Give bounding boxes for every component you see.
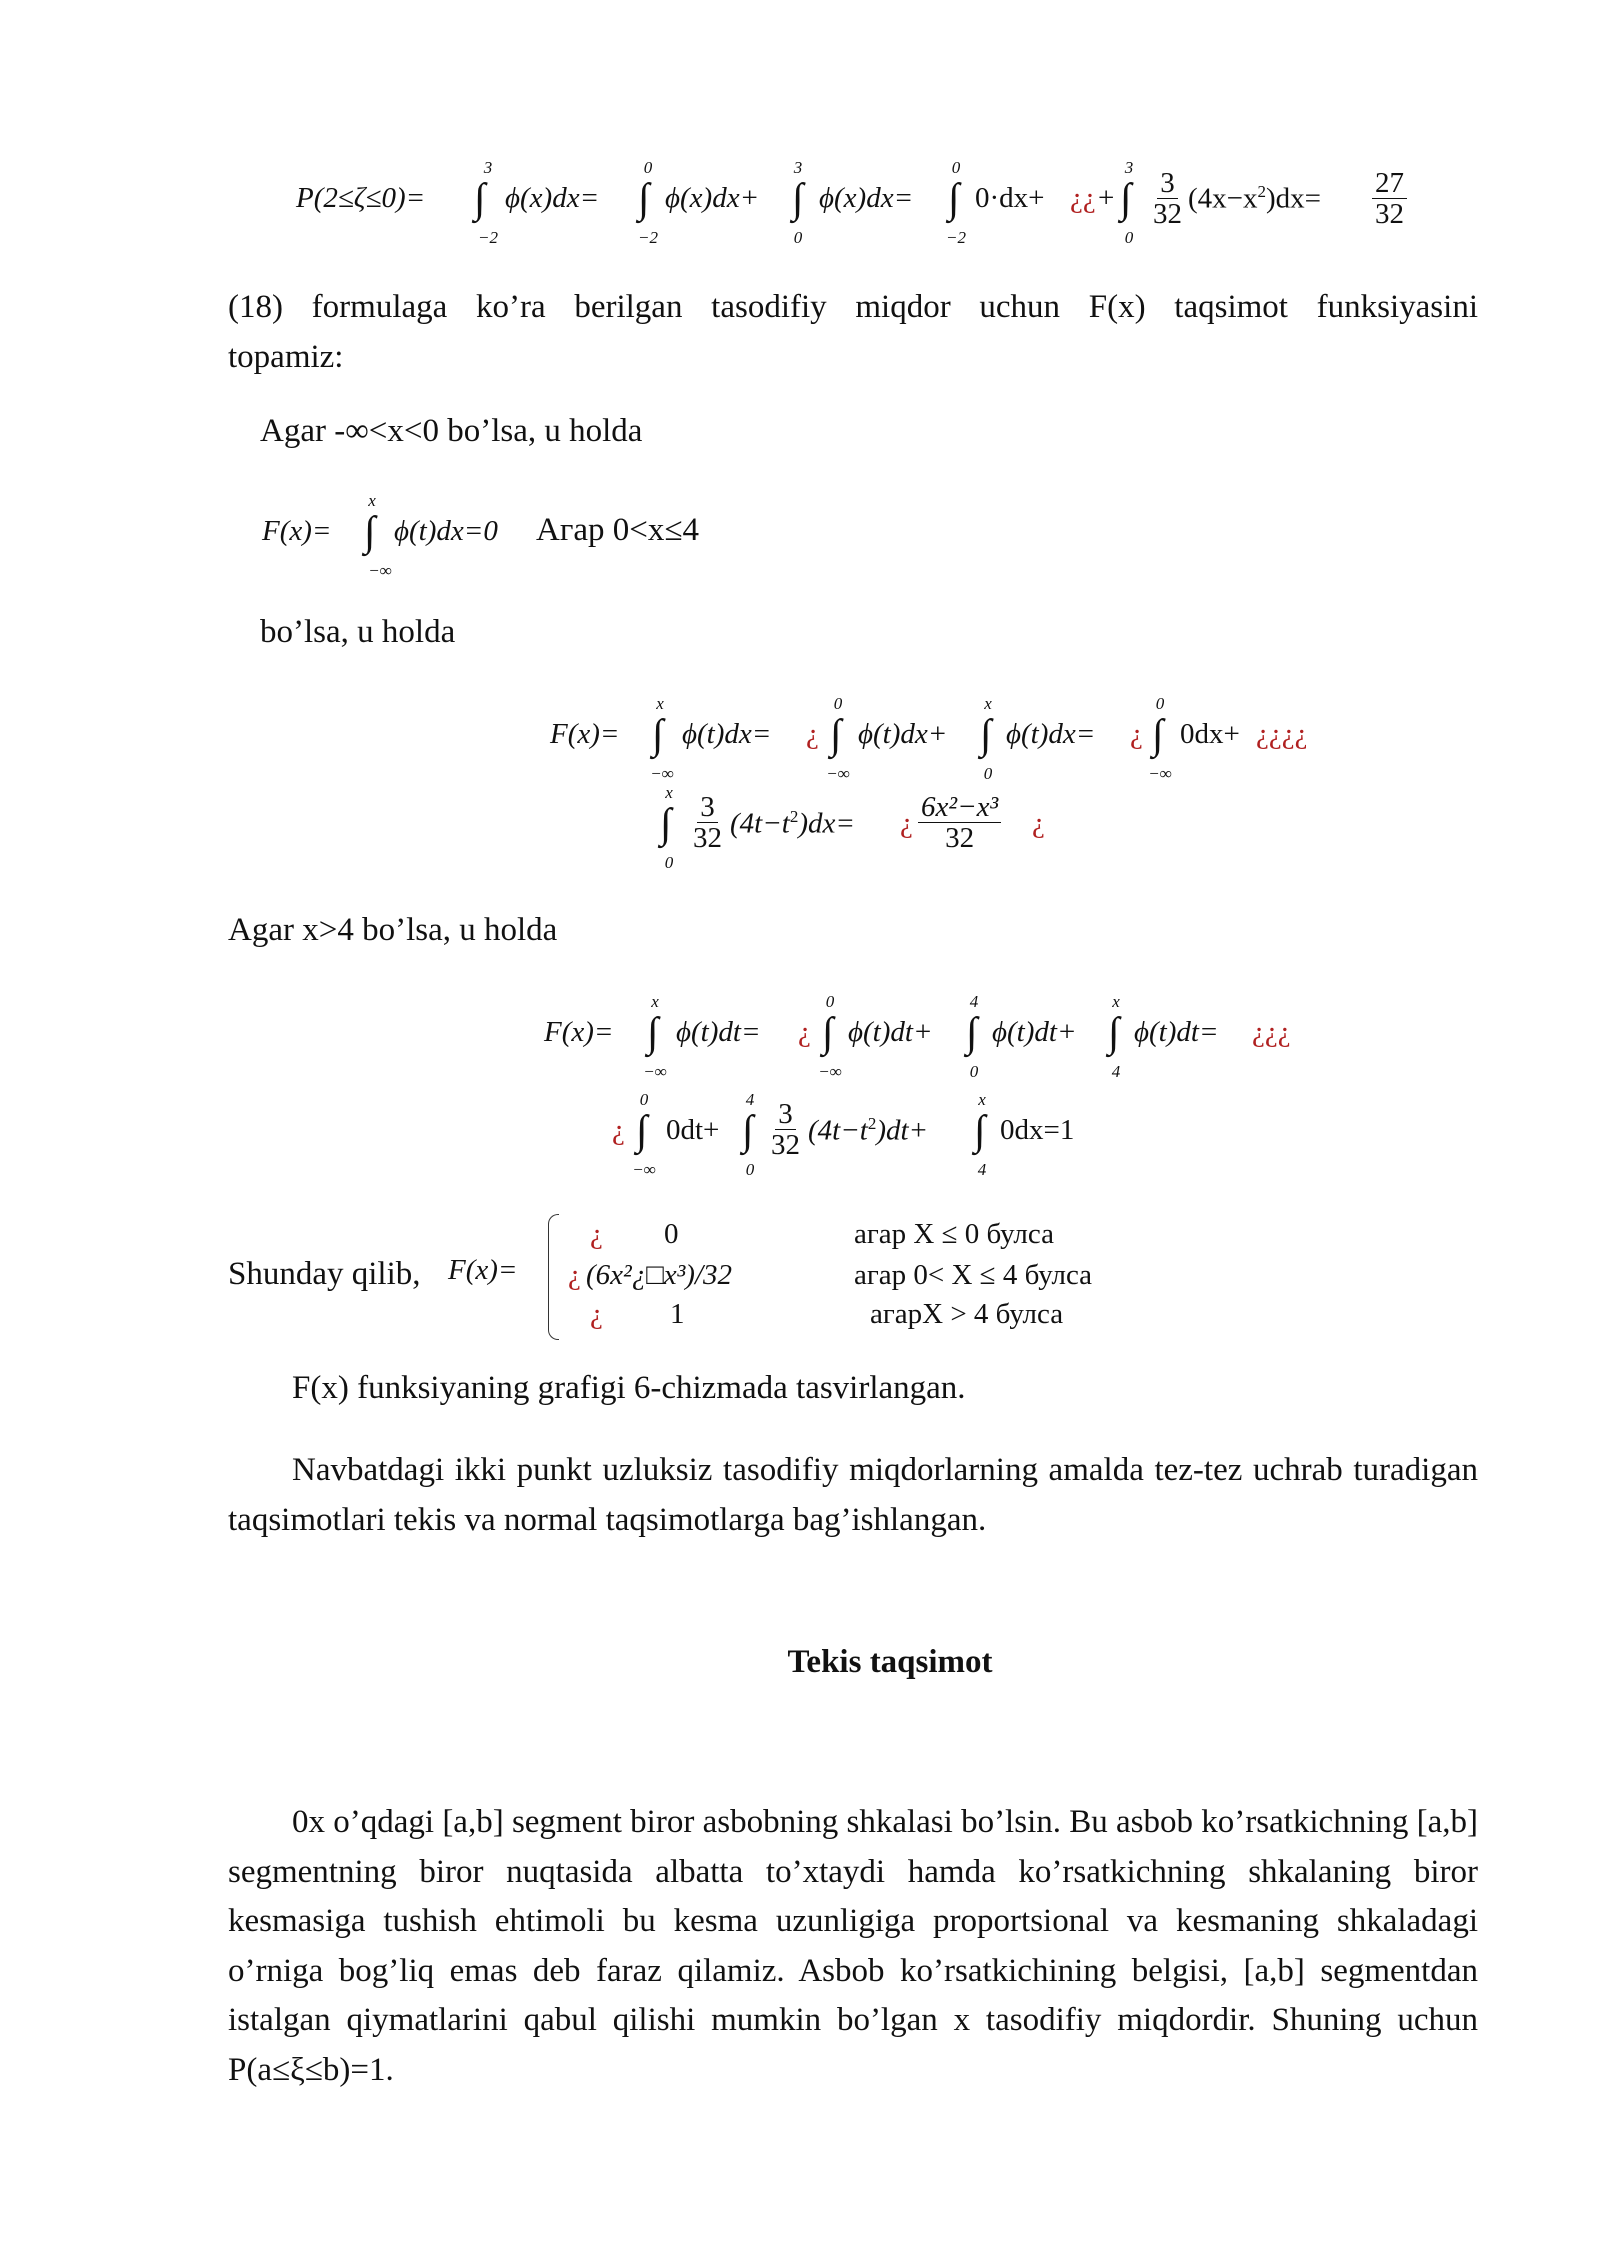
shunday-label: Shunday qilib, (228, 1256, 421, 1292)
integral-upper-limit: x (978, 1090, 986, 1109)
integral-lower-limit: 0 (745, 1160, 755, 1179)
formula1-plus: + (1098, 182, 1115, 214)
integral-upper-limit: x (665, 783, 673, 802)
integral-sign: ∫ (660, 801, 672, 847)
integral-sign: ∫ (1108, 1010, 1120, 1056)
integral-sign: ∫ (474, 176, 486, 222)
integral-sign: ∫ (647, 1010, 659, 1056)
integral-sign: ∫ (636, 1108, 648, 1154)
piecewise-expr: 1 (670, 1298, 685, 1330)
left-brace (548, 1214, 559, 1340)
integral-upper-limit: 3 (483, 158, 493, 177)
integral-upper-limit: x (651, 992, 659, 1011)
formula4-missing-glyph: ¿ (798, 1016, 811, 1048)
integral-upper-limit: 0 (951, 158, 961, 177)
integral-lower-limit: 4 (1111, 1062, 1121, 1081)
integral-upper-limit: 4 (745, 1090, 755, 1109)
integral-lower-limit: 0 (664, 853, 674, 872)
formula4-part: ϕ(t)dt+ (848, 1016, 933, 1048)
integral-upper-limit: x (1112, 992, 1120, 1011)
integral-sign: ∫ (742, 1108, 754, 1154)
formula2-body: ϕ(t)dx=0 (394, 515, 498, 547)
formula1-missing-glyph: ¿¿ (1070, 182, 1096, 214)
integral-sign: ∫ (822, 1010, 834, 1056)
formula4-missing-glyph: ¿¿¿ (1252, 1016, 1291, 1048)
formula3-missing-glyph: ¿¿¿¿ (1256, 718, 1308, 750)
formula4-part: ϕ(t)dt+ (992, 1016, 1077, 1048)
integral-sign: ∫ (638, 176, 650, 222)
fraction: $\frac{\text{6x²−x³}}{32}$ (916, 792, 1003, 855)
formula4-part: ϕ(t)dt= (1134, 1016, 1219, 1048)
integral-upper-limit: x (368, 491, 376, 510)
piecewise-condition: агар 0< X ≤ 4 булса (854, 1259, 1093, 1291)
piecewise-missing-glyph: ¿ (568, 1259, 581, 1291)
formula3-missing-glyph: ¿ (1130, 718, 1143, 750)
formula3-part: 0dx+ (1180, 718, 1240, 750)
formula3-part: ϕ(t)dx= (682, 718, 772, 750)
condition-text: Agar x>4 bo’lsa, u holda (228, 912, 558, 948)
integral-upper-limit: x (656, 694, 664, 713)
integral-lower-limit: −2 (946, 228, 966, 247)
piecewise-missing-glyph: ¿ (590, 1218, 603, 1250)
paragraph-next: Navbatdagi ikki punkt uzluksiz tasodifiy miqdorlarning amalda tez-tez uchrab turadigan taqsimotlari tekis va normal taqsimotlarga bag’ishlangan. (228, 1452, 1478, 1538)
integral-lower-limit: −2 (478, 228, 498, 247)
integral-lower-limit: −∞ (643, 1062, 667, 1081)
formula1-part: $(4x-x^2)dx=$ (1188, 182, 1322, 215)
integral-lower-limit: 0 (969, 1062, 979, 1081)
formula1-part: ϕ(x)dx= (505, 182, 600, 214)
integral-upper-limit: 0 (833, 694, 843, 713)
formula4-part: ϕ(t)dt= (676, 1016, 761, 1048)
integral-lower-limit: −∞ (368, 561, 392, 580)
integral-lower-limit: 0 (1124, 228, 1134, 247)
formula4-missing-glyph: ¿ (612, 1114, 625, 1146)
integral-sign: ∫ (1120, 176, 1132, 222)
fraction: $\frac{3}{32}$ (771, 1098, 800, 1162)
integral-upper-limit: 0 (825, 992, 835, 1011)
integral-sign: ∫ (364, 509, 376, 555)
formula3-missing-glyph: ¿ (806, 718, 819, 750)
integral-lower-limit: −∞ (1148, 764, 1172, 783)
integral-upper-limit: 0 (1155, 694, 1165, 713)
formula4-lhs: F(x)= (544, 1016, 614, 1048)
formula2-lhs: F(x)= (262, 515, 332, 547)
integral-sign: ∫ (966, 1010, 978, 1056)
integral-sign: ∫ (948, 176, 960, 222)
integral-sign: ∫ (792, 176, 804, 222)
formula3-part: $(4t-t^2)dx=$ (730, 807, 855, 840)
formula2-tail: Агар 0<x≤4 (536, 512, 699, 548)
formula3-part: ϕ(t)dx+ (858, 718, 948, 750)
formula1-part: ϕ(x)dx= (819, 182, 914, 214)
piecewise-expr: (6x²¿□x³)/32 (586, 1259, 733, 1291)
integral-lower-limit: 0 (983, 764, 993, 783)
integral-sign: ∫ (974, 1108, 986, 1154)
integral-lower-limit: 4 (977, 1160, 987, 1179)
formula3-missing-glyph: ¿ (1032, 807, 1045, 839)
integral-upper-limit: 3 (1124, 158, 1134, 177)
formula3-missing-glyph: ¿ (900, 807, 913, 839)
piecewise-expr: 0 (664, 1218, 679, 1250)
integral-lower-limit: −2 (638, 228, 658, 247)
formula4-part: $(4t-t^2)dt+$ (808, 1114, 929, 1147)
formula1-part: 0·dx+ (975, 182, 1045, 214)
graph-reference: F(x) funksiyaning grafigi 6-chizmada tasvirlangan. (292, 1370, 966, 1406)
fraction: $\frac{3}{32}$ (693, 791, 722, 855)
section-heading: Tekis taqsimot (787, 1644, 993, 1680)
integral-sign: ∫ (830, 712, 842, 758)
formula1-lhs: P(2≤ζ≤0)= (296, 182, 426, 214)
integral-upper-limit: 4 (969, 992, 979, 1011)
integral-lower-limit: −∞ (632, 1160, 656, 1179)
formula3-part: ϕ(t)dx= (1006, 718, 1096, 750)
piecewise-condition: агарX > 4 булса (870, 1298, 1064, 1330)
formula4-part: 0dt+ (666, 1114, 720, 1146)
condition-text: bo’lsa, u holda (260, 614, 456, 650)
integral-upper-limit: 3 (793, 158, 803, 177)
formula1-part: ϕ(x)dx+ (665, 182, 760, 214)
formula3-lhs: F(x)= (550, 718, 620, 750)
integral-sign: ∫ (980, 712, 992, 758)
piecewise-condition: агар X ≤ 0 булса (854, 1218, 1054, 1250)
integral-lower-limit: −∞ (826, 764, 850, 783)
integral-lower-limit: 0 (793, 228, 803, 247)
integral-upper-limit: x (984, 694, 992, 713)
piecewise-missing-glyph: ¿ (590, 1298, 603, 1330)
integral-sign: ∫ (652, 712, 664, 758)
integral-upper-limit: 0 (639, 1090, 649, 1109)
piecewise-lhs: F(x)= (448, 1254, 518, 1286)
fraction-result: $\frac{27}{32}$ (1370, 168, 1409, 231)
fraction: $\frac{3}{32}$ (1153, 167, 1182, 231)
integral-upper-limit: 0 (643, 158, 653, 177)
paragraph-intro: (18) formulaga ko’ra berilgan tasodifiy miqdor uchun F(x) taqsimot funksiyasini topamiz: (228, 289, 1478, 375)
paragraph-uniform: 0x o’qdagi [a,b] segment biror asbobning shkalasi bo’lsin. Bu asbob ko’rsatkichning [a,b] segmentning biror nuqtasida albatta to’xtaydi hamda ko’rsatkichning shkalaning biror kesmasiga tushish ehtimoli bu kesma uzunligiga proportsional va kesmaning shkaladagi o’rniga bog’liq emas deb faraz qilamiz. Asbob ko’rsatkichining belgisi, [a,b] segmentdan istalgan qiymatlarini qabul qilishi mumkin bo’lgan x tasodifiy miqdordir. Shuning uchun P(a≤ξ≤b)=1. (228, 1804, 1478, 2088)
formula4-part: 0dx=1 (1000, 1114, 1075, 1146)
integral-lower-limit: −∞ (650, 764, 674, 783)
integral-sign: ∫ (1152, 712, 1164, 758)
condition-text: Agar -∞<x<0 bo’lsa, u holda (260, 413, 643, 449)
integral-lower-limit: −∞ (818, 1062, 842, 1081)
